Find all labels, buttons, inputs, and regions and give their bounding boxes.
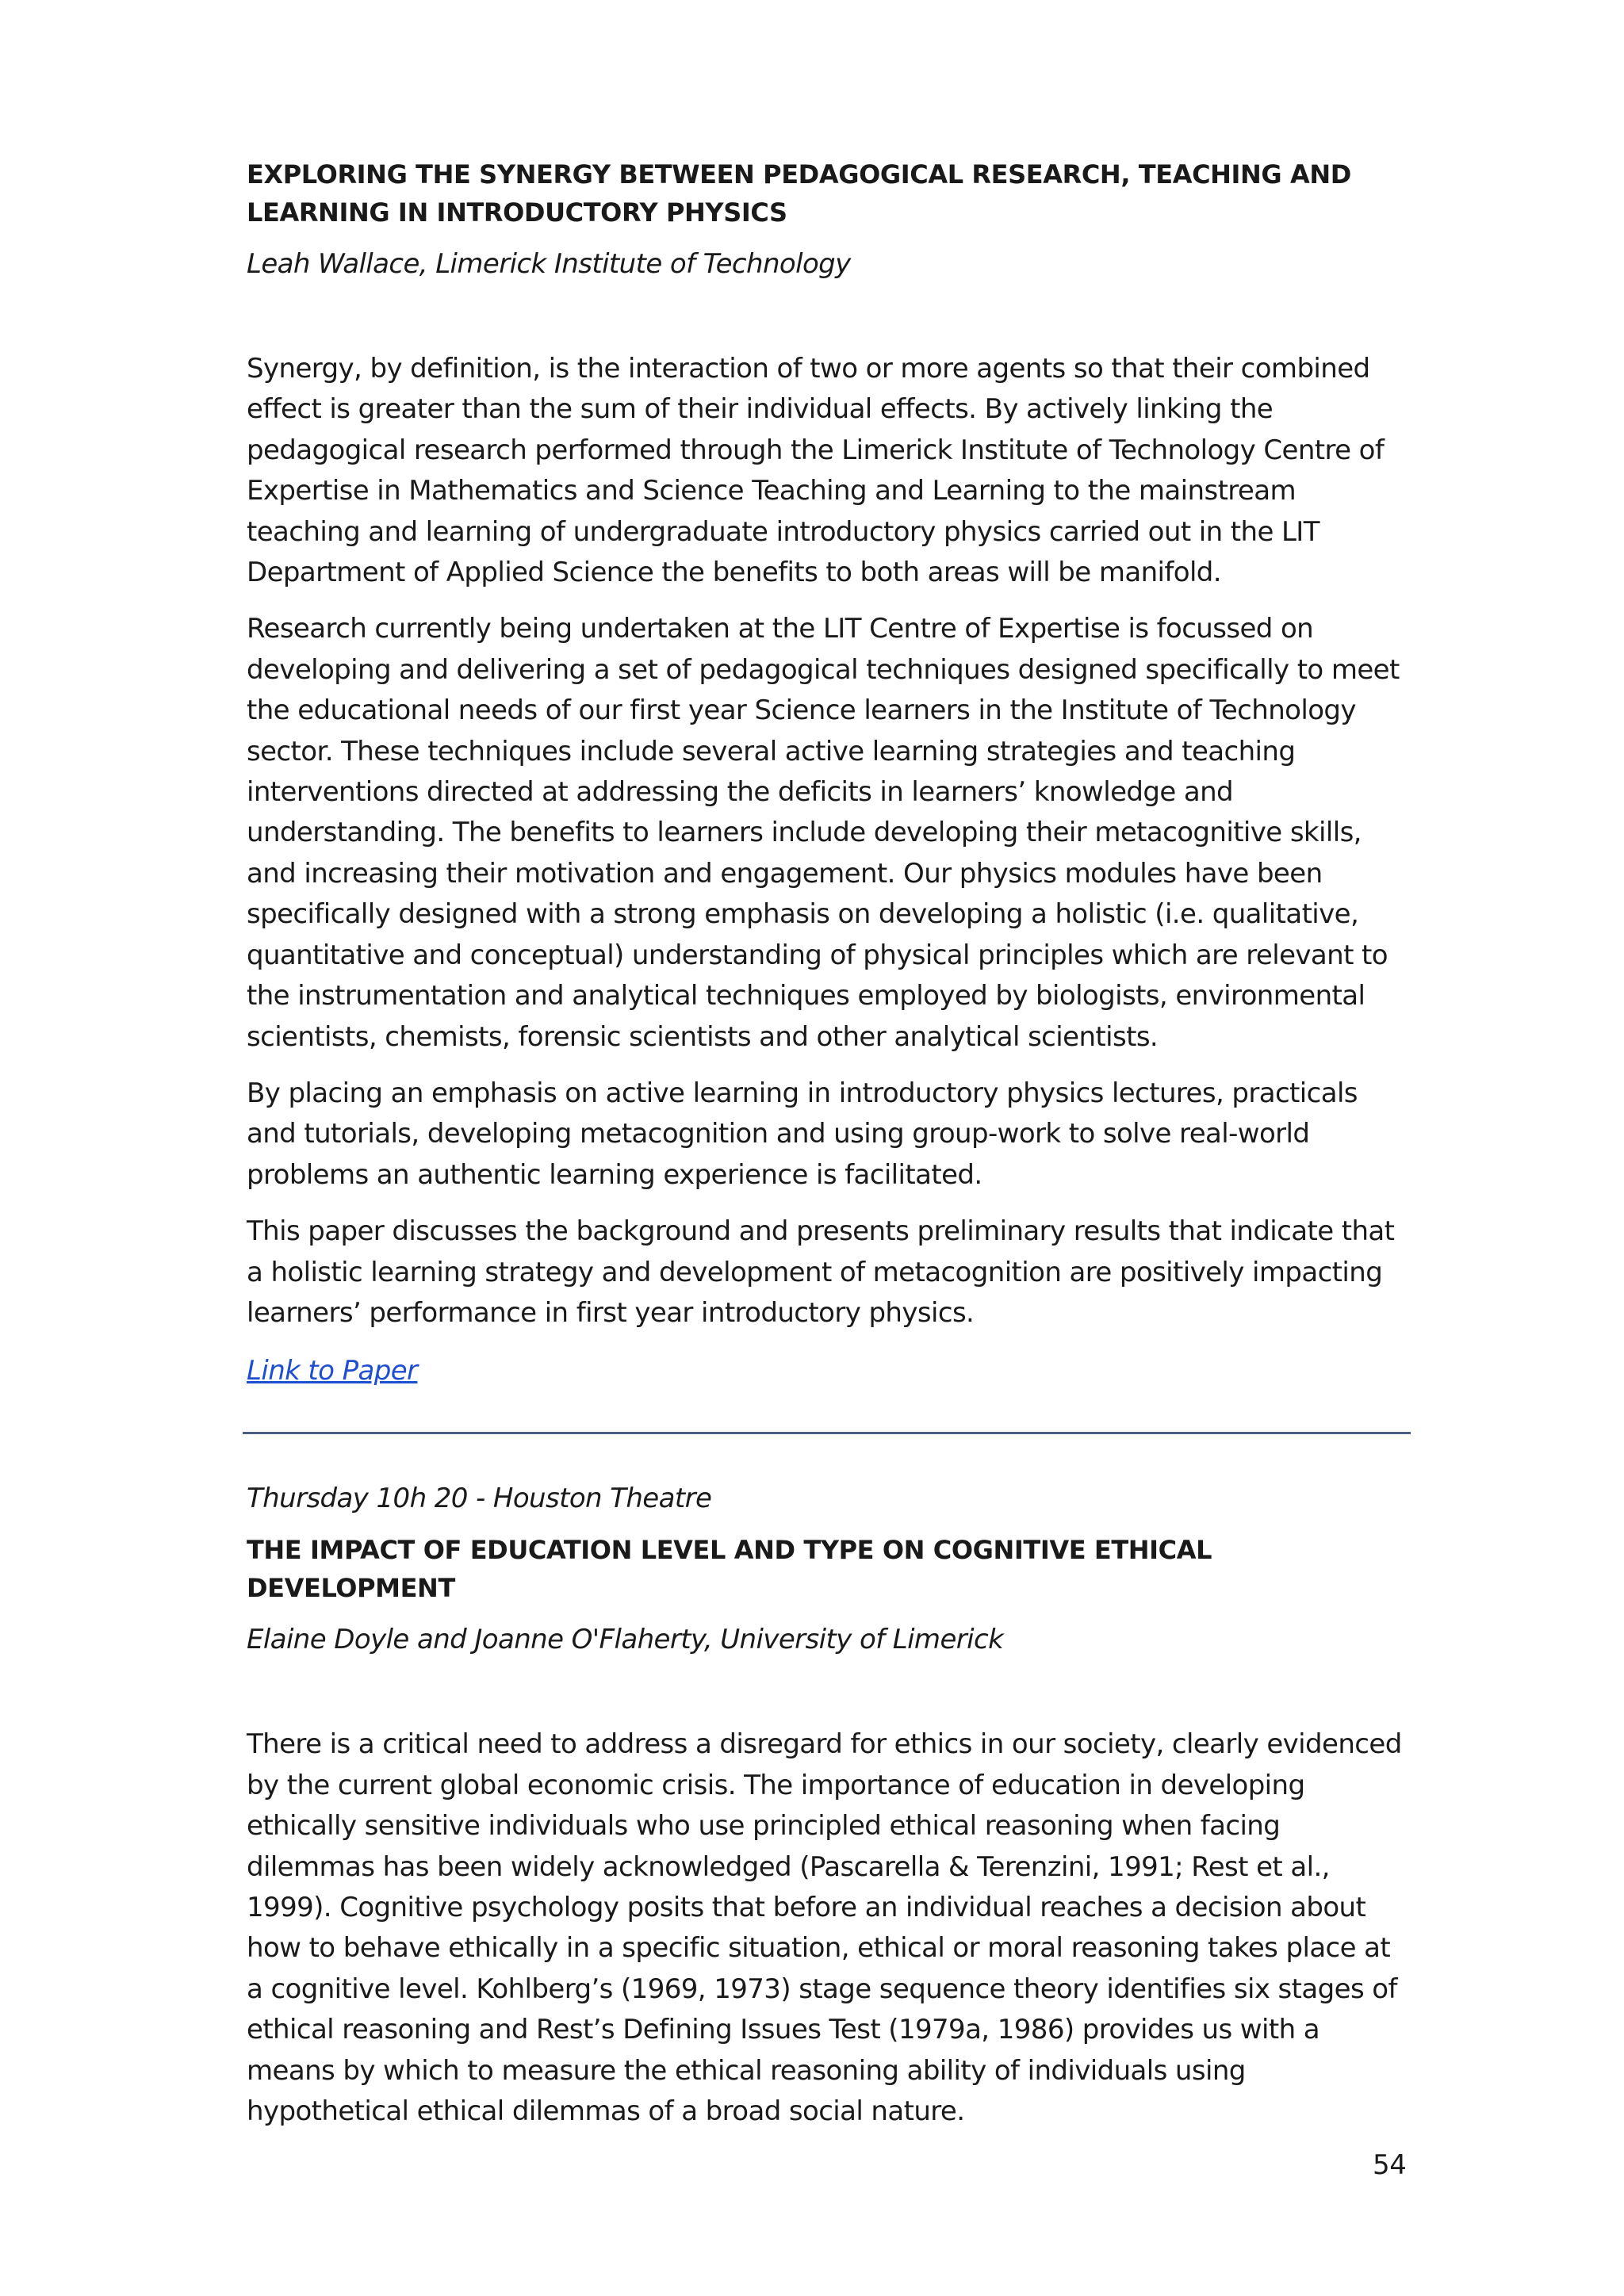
paper-title: THE IMPACT OF EDUCATION LEVEL AND TYPE ON COGNITIVE ETHICAL DEVELOPMENT: [247, 1535, 1212, 1604]
abstract-paragraph: Research currently being undertaken at the LIT Centre of Expertise is focussed on developing and delivering a set of pedagogical techniques designed specifically to meet the educational needs of our first year Science learners in the Institute of Technology sector. These techniques include several active learning strategies and teaching interventions directed at addressing the deficits in learners’ knowledge and understanding. The benefits to learners include developing their metacognitive skills, and increasing their motivation and engagement. Our physics modules have been specifically designed with a strong emphasis on developing a holistic (i.e. qualitative, quantitative and conceptual) understanding of physical principles which are relevant to the instrumentation and analytical techniques employed by biologists, environmental scientists, chemists, forensic scientists and other analytical scientists.: [247, 613, 1400, 1053]
link-to-paper[interactable]: Link to Paper: [247, 1355, 418, 1387]
paper-authors: Elaine Doyle and Joanne O'Flaherty, University of Limerick: [247, 1624, 1004, 1656]
session-time-location: Thursday 10h 20 - Houston Theatre: [247, 1483, 712, 1515]
abstract-paragraph: Synergy, by definition, is the interaction of two or more agents so that their combined effect is greater than the sum of their individual effects. By actively linking the pedagogical research performed through the Limerick Institute of Technology Centre of Expertise in Mathematics and Science Teaching and Learning to the mainstream teaching and learning of undergraduate introductory physics carried out in the LIT Department of Applied Science the benefits to both areas will be manifold.: [247, 353, 1385, 589]
section-divider: [243, 1432, 1411, 1434]
abstract-paragraph: There is a critical need to address a disregard for ethics in our society, clearly evidenced by the current global economic crisis. The importance of education in developing ethically sensitive individuals who use principled ethical reasoning when facing dilemmas has been widely acknowledged (Pascarella & Terenzini, 1991; Rest et al., 1999). Cognitive psychology posits that before an individual reaches a decision about how to behave ethically in a specific situation, ethical or moral reasoning takes place at a cognitive level. Kohlberg’s (1969, 1973) stage sequence theory identifies six stages of ethical reasoning and Rest’s Defining Issues Test (1979a, 1986) provides us with a means by which to measure the ethical reasoning ability of individuals using hypothetical ethical dilemmas of a broad social nature.: [247, 1728, 1402, 2127]
page-content: [247, 155, 1412, 2132]
page-number: 54: [1373, 2149, 1407, 2181]
paper-authors: Leah Wallace, Limerick Institute of Technology: [247, 248, 851, 280]
abstract-paragraph: By placing an emphasis on active learning in introductory physics lectures, practicals and tutorials, developing metacognition and using group-work to solve real-world problems an authentic learning experience is facilitated.: [247, 1077, 1358, 1191]
paper-title: EXPLORING THE SYNERGY BETWEEN PEDAGOGICAL RESEARCH, TEACHING AND LEARNING IN INTRODUCTORY PHYSICS: [247, 159, 1351, 228]
abstract-paragraph: This paper discusses the background and presents preliminary results that indicate that a holistic learning strategy and development of metacognition are positively impacting learners’ performance in first year introductory physics.: [247, 1215, 1395, 1329]
